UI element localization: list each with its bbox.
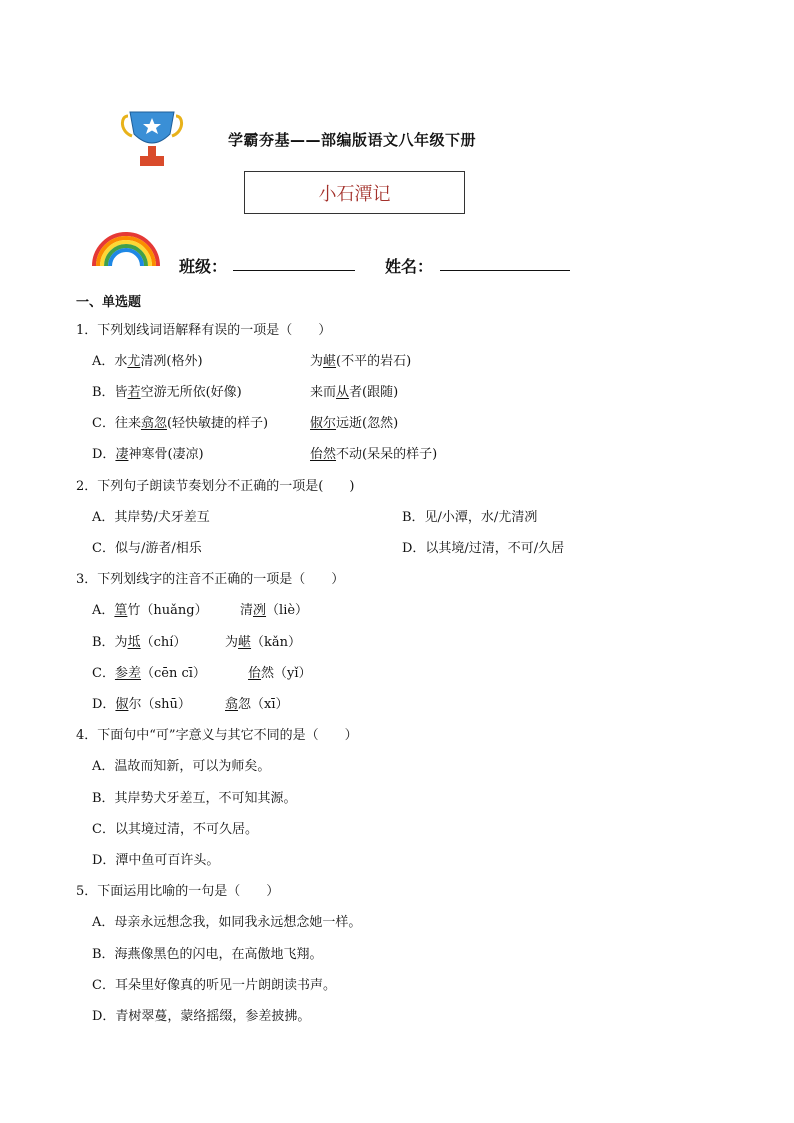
option-text: B．其岸势犬牙差互，不可知其源。	[92, 791, 297, 806]
option-text: B．皆若空游无所依(好像)	[92, 385, 242, 400]
option-text: A．其岸势/犬牙差互	[92, 510, 210, 525]
option-text: A．水尤清冽(格外)	[92, 354, 203, 369]
name-field[interactable]	[440, 270, 570, 271]
option-text: 来而从者(跟随)	[310, 385, 399, 400]
option-text: 佁然（yǐ）	[248, 666, 312, 681]
class-label: 班级：	[179, 257, 228, 276]
option-text: B．为坻（chí）	[92, 635, 187, 650]
class-field[interactable]	[233, 270, 355, 271]
section-heading: 一、单选题	[76, 295, 142, 310]
option-text: D．以其境/过清，不可/久居	[402, 541, 565, 556]
lesson-title-box	[244, 171, 465, 214]
option-text: C．以其境过清，不可久居。	[92, 822, 258, 837]
option-text: 为嵁（kǎn）	[225, 635, 302, 650]
option-text: 俶尔远逝(忽然)	[310, 416, 399, 431]
question-stem: 3．下列划线字的注音不正确的一项是（ ）	[76, 572, 345, 587]
option-text: A．母亲永远想念我，如同我永远想念她一样。	[92, 915, 362, 930]
option-text: A．篁竹（huǎng）	[92, 603, 208, 618]
name-label: 姓名：	[385, 257, 434, 276]
question-stem: 5．下面运用比喻的一句是（ ）	[76, 884, 280, 899]
lesson-title: 小石潭记	[318, 183, 391, 205]
question-stem: 4．下面句中“可”字意义与其它不同的是（ ）	[76, 728, 358, 743]
option-text: B．海燕像黑色的闪电，在高傲地飞翔。	[92, 947, 323, 962]
option-text: 翕忽（xī）	[225, 697, 289, 712]
option-text: C．往来翕忽(轻快敏捷的样子)	[92, 416, 269, 431]
option-text: A．温故而知新，可以为师矣。	[92, 759, 271, 774]
question-stem: 2．下列句子朗读节奏划分不正确的一项是( )	[76, 479, 355, 494]
header-title: 学霸夯基——部编版语文八年级下册	[228, 131, 477, 149]
option-text: C．耳朵里好像真的听见一片朗朗读书声。	[92, 978, 336, 993]
option-text: 佁然不动(呆呆的样子)	[310, 447, 438, 462]
option-text: B．见/小潭，水/尤清冽	[402, 510, 538, 525]
option-text: 为嵁(不平的岩石)	[310, 354, 412, 369]
option-text: D．潭中鱼可百许头。	[92, 853, 220, 868]
option-text: D．俶尔（shū）	[92, 697, 191, 712]
option-text: C．似与/游者/相乐	[92, 541, 202, 556]
option-text: D．青树翠蔓，蒙络摇缀，参差披拂。	[92, 1009, 311, 1024]
trophy-icon	[118, 110, 186, 170]
option-text: D．凄神寒骨(凄凉)	[92, 447, 204, 462]
question-stem: 1．下列划线词语解释有误的一项是（ ）	[76, 323, 332, 338]
rainbow-icon	[90, 228, 162, 268]
option-text: 清冽（liè）	[240, 603, 309, 618]
option-text: C．参差（cēn cī）	[92, 666, 206, 681]
